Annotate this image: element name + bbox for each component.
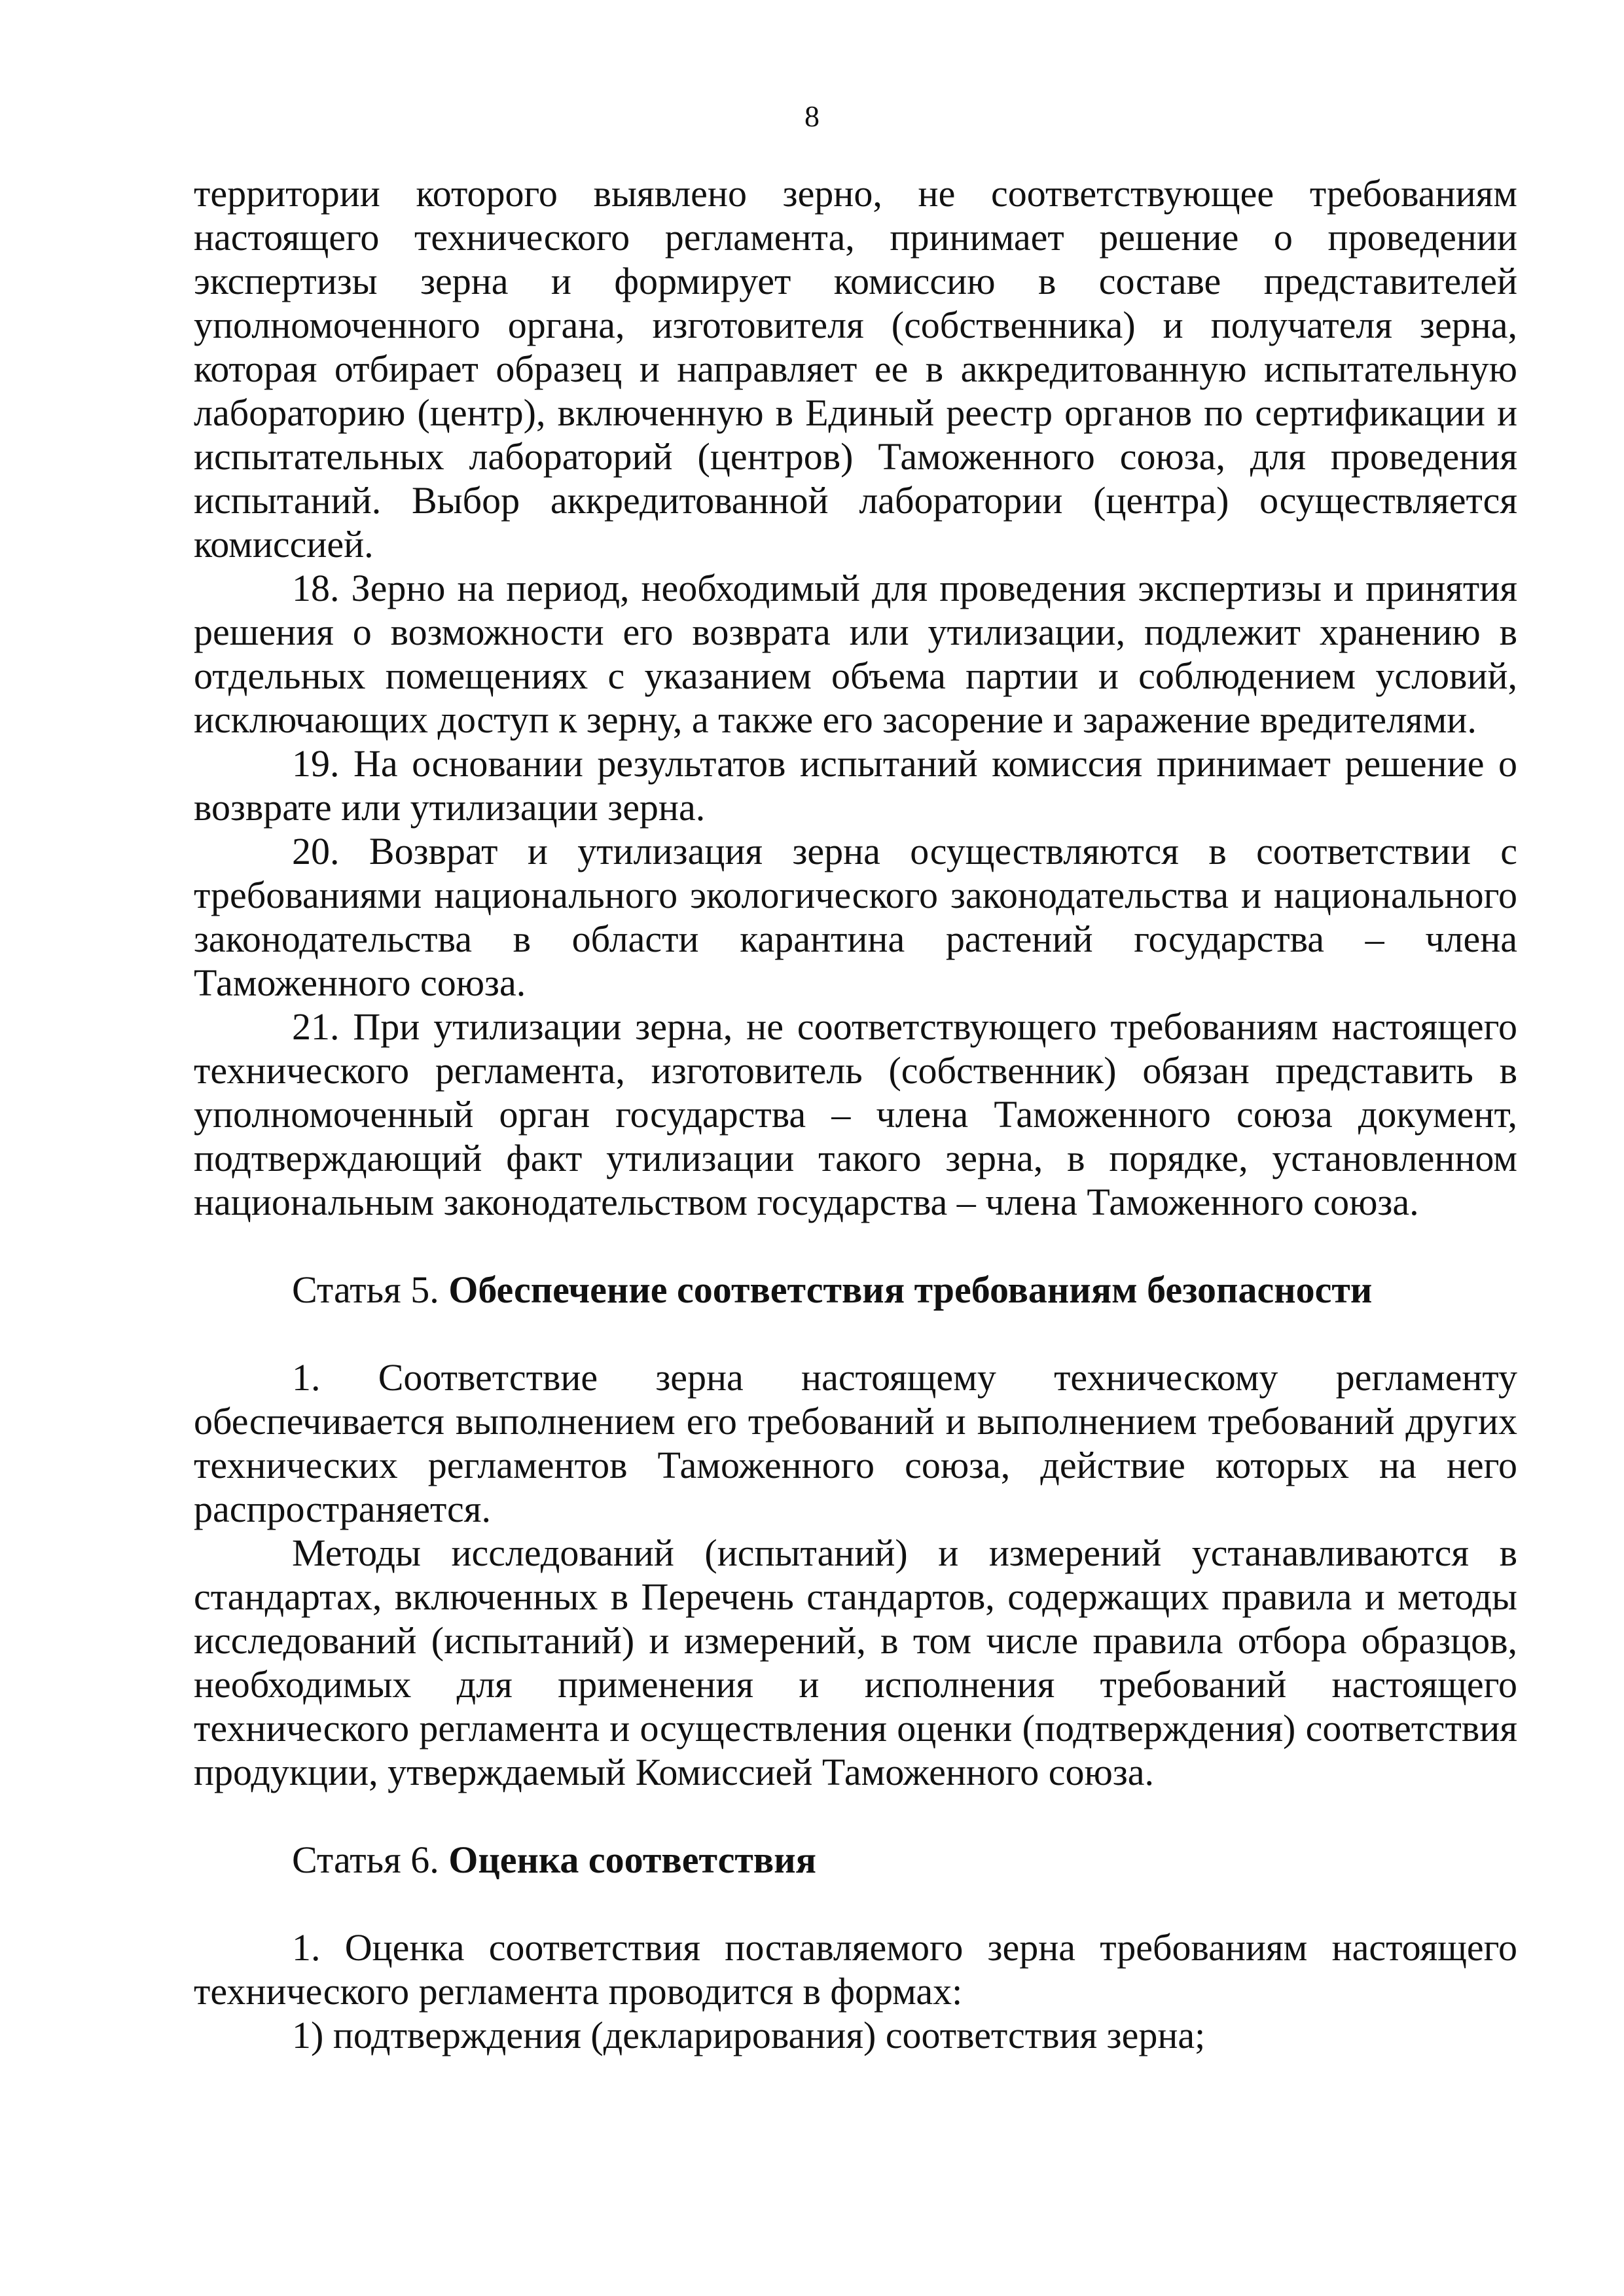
article-6-prefix: Статья 6. [292, 1839, 449, 1881]
paragraph-continuation: территории которого выявлено зерно, не соответствующее требованиям настоящего технического регламента, принимает решение о проведении экспертизы зерна и формирует комиссию в составе представителей уполномоченного органа, изготовителя (собственника) и получателя зерна, которая отбирает образец и направляет ее в аккредитованную испытательную лабораторию (центр), включенную в Единый реестр органов по сертификации и испытательных лабораторий (центров) Таможенного союза, для проведения испытаний. Выбор аккредитованной лаборатории (центра) осуществляется комиссией. [194, 172, 1517, 565]
article-5-heading [194, 1268, 1517, 1312]
spacer [194, 1794, 1517, 1838]
document-body [194, 171, 1517, 2057]
paragraph-item-20: 20. Возврат и утилизация зерна осуществляются в соответствии с требованиями национального экологического законодательства и национального законодательства в области карантина растений государства – члена Таможенного союза. [194, 830, 1517, 1004]
spacer [194, 1224, 1517, 1268]
article-6-paragraph-1: 1. Оценка соответствия поставляемого зерна требованиям настоящего технического регламента проводится в формах: [194, 1926, 1517, 2013]
spacer [194, 1312, 1517, 1355]
article-5-title: Обеспечение соответствия требованиям безопасности [448, 1268, 1373, 1311]
paragraph-item-18: 18. Зерно на период, необходимый для проведения экспертизы и принятия решения о возможности его возврата или утилизации, подлежит хранению в отдельных помещениях с указанием объема партии и соблюдением условий, исключающих доступ к зерну, а также его засорение и заражение вредителями. [194, 567, 1517, 741]
article-6-heading [194, 1838, 1517, 1882]
paragraph-item-21: 21. При утилизации зерна, не соответствующего требованиям настоящего технического регламента, изготовитель (собственник) обязан представить в уполномоченный орган государства – члена Таможенного союза документ, подтверждающий факт утилизации такого зерна, в порядке, установленном национальным законодательством государства – члена Таможенного союза. [194, 1005, 1517, 1223]
paragraph-item-19: 19. На основании результатов испытаний комиссия принимает решение о возврате или утилизации зерна. [194, 742, 1517, 829]
article-5-paragraph-2: Методы исследований (испытаний) и измерений устанавливаются в стандартах, включенных в Перечень стандартов, содержащих правила и методы исследований (испытаний) и измерений, в том числе правила отбора образцов, необходимых для применения и исполнения требований настоящего технического регламента и осуществления оценки (подтверждения) соответствия продукции, утверждаемый Комиссией Таможенного союза. [194, 1532, 1517, 1793]
page-number: 8 [804, 99, 820, 133]
article-5-prefix: Статья 5. [292, 1268, 449, 1311]
article-5-paragraph-1: 1. Соответствие зерна настоящему техническому регламенту обеспечивается выполнением его требований и выполнением требований других технических регламентов Таможенного союза, действие которых на него распространяется. [194, 1356, 1517, 1530]
article-6-title: Оценка соответствия [448, 1839, 817, 1881]
spacer [194, 1882, 1517, 1926]
article-6-list-item-1: 1) подтверждения (декларирования) соответствия зерна; [292, 2014, 1206, 2056]
